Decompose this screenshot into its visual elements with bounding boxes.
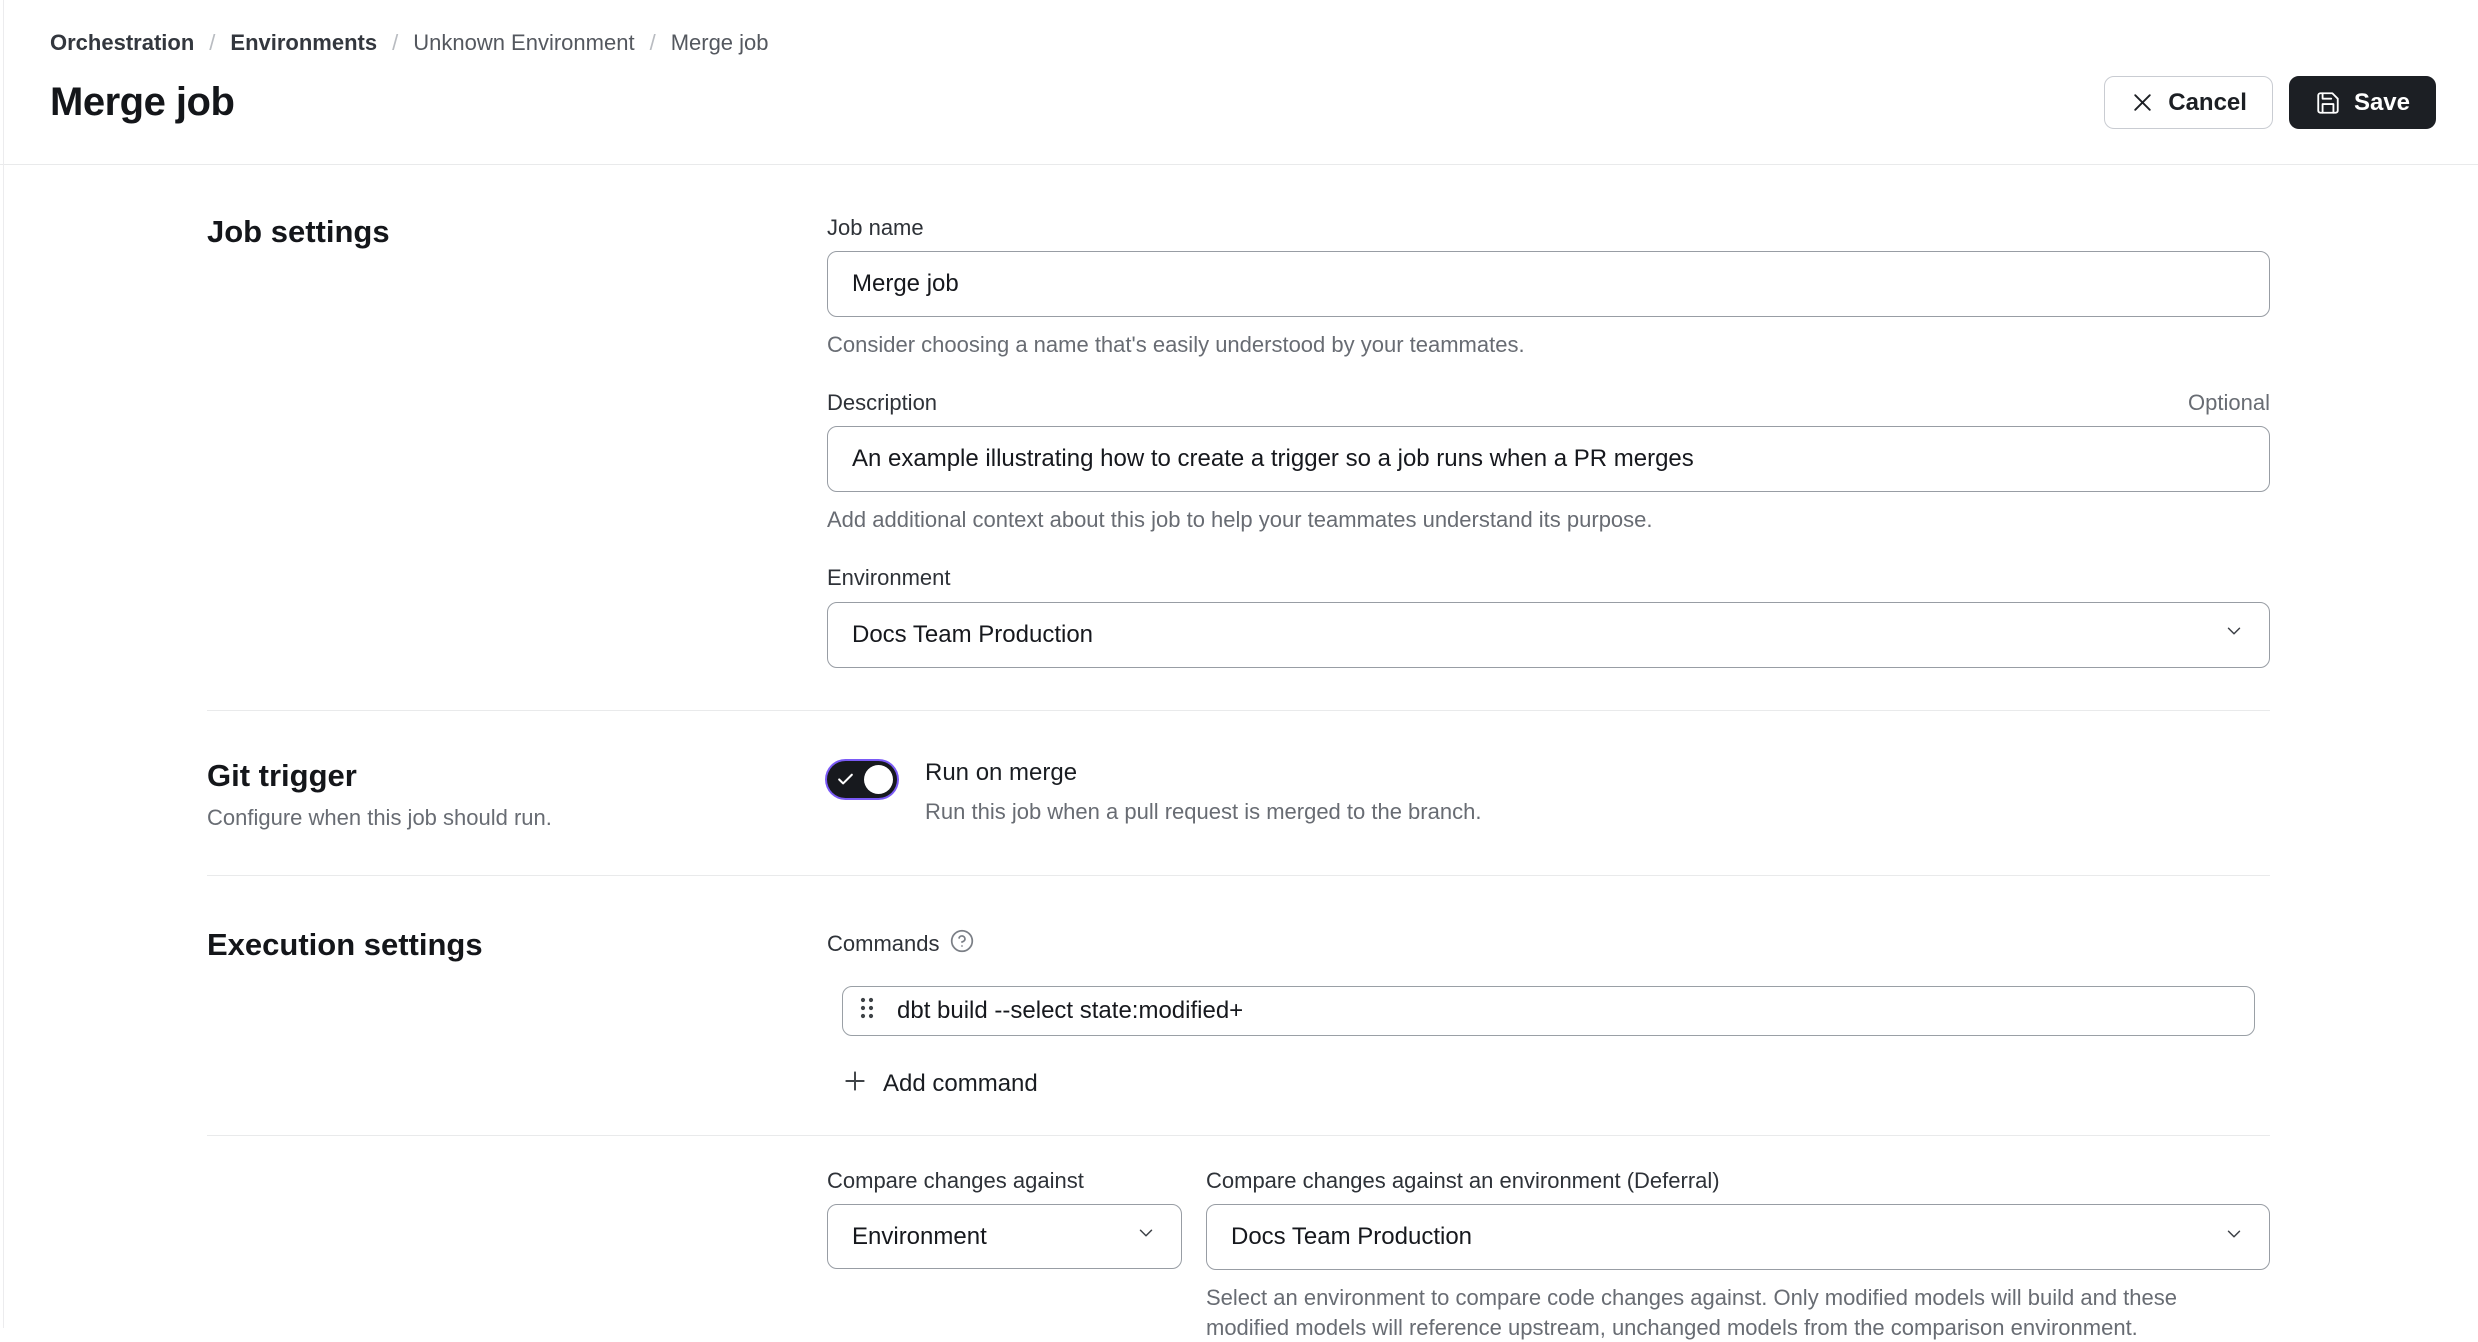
compare-settings-section bbox=[207, 1136, 2270, 1342]
job-name-input[interactable] bbox=[827, 251, 2270, 317]
cancel-button[interactable] bbox=[2104, 76, 2273, 129]
job-name-field-group bbox=[827, 215, 2270, 360]
job-name-help: Consider choosing a name that's easily understood by your teammates. bbox=[827, 332, 1525, 358]
description-label: Description bbox=[827, 390, 938, 416]
environment-select-value: Docs Team Production bbox=[852, 620, 1094, 648]
cancel-button-label: Cancel bbox=[2168, 88, 2247, 116]
circle-question-icon[interactable] bbox=[949, 928, 975, 960]
run-on-merge-label: Run on merge bbox=[925, 758, 1078, 786]
compare-against-label: Compare changes against bbox=[827, 1167, 1084, 1193]
panel-edge-divider bbox=[3, 0, 4, 1328]
chevron-down-icon bbox=[2223, 620, 2245, 649]
page-header bbox=[0, 0, 2478, 165]
breadcrumb-separator: / bbox=[392, 30, 399, 55]
deferral-select-value: Docs Team Production bbox=[1231, 1223, 1473, 1251]
environment-field-group bbox=[827, 565, 2270, 667]
description-optional-badge: Optional bbox=[2188, 390, 2270, 416]
commands-label: Commands bbox=[827, 930, 940, 956]
save-button-label: Save bbox=[2353, 88, 2410, 116]
deferral-label: Compare changes against an environment (Deferral) bbox=[1206, 1167, 1720, 1193]
breadcrumb-item-environments[interactable]: Environments bbox=[230, 30, 378, 55]
add-command-label: Add command bbox=[883, 1070, 1038, 1098]
commands-label-row bbox=[827, 928, 975, 960]
drag-handle-icon[interactable] bbox=[859, 995, 875, 1026]
job-settings-heading: Job settings bbox=[207, 214, 390, 249]
git-trigger-heading: Git trigger bbox=[207, 757, 357, 793]
deferral-environment-select[interactable] bbox=[1206, 1204, 2270, 1270]
chevron-down-icon bbox=[1135, 1222, 1157, 1251]
breadcrumb bbox=[50, 32, 2436, 54]
save-button[interactable] bbox=[2289, 76, 2436, 129]
page-title: Merge job bbox=[50, 80, 235, 124]
run-on-merge-row bbox=[827, 759, 2270, 826]
run-on-merge-description: Run this job when a pull request is merged to the branch. bbox=[925, 799, 1482, 825]
breadcrumb-item-current: Merge job bbox=[670, 30, 769, 55]
command-row[interactable] bbox=[842, 986, 2255, 1036]
run-on-merge-toggle[interactable] bbox=[827, 761, 897, 798]
breadcrumb-item-unknown-environment[interactable]: Unknown Environment bbox=[413, 30, 635, 55]
compare-against-select[interactable] bbox=[827, 1204, 1182, 1269]
deferral-field-group bbox=[1206, 1168, 2270, 1342]
git-trigger-subheading: Configure when this job should run. bbox=[207, 804, 552, 830]
job-name-label: Job name bbox=[827, 215, 924, 240]
breadcrumb-separator: / bbox=[649, 30, 656, 55]
git-trigger-section bbox=[207, 711, 2270, 876]
chevron-down-icon bbox=[2223, 1223, 2245, 1252]
execution-settings-section bbox=[207, 876, 2270, 1136]
description-input[interactable] bbox=[827, 426, 2270, 492]
compare-against-field-group bbox=[827, 1168, 1182, 1342]
breadcrumb-separator: / bbox=[209, 30, 216, 55]
description-help: Add additional context about this job to help your teammates understand its purpose. bbox=[827, 507, 1653, 533]
breadcrumb-item-orchestration[interactable]: Orchestration bbox=[50, 30, 195, 55]
job-settings-section bbox=[207, 165, 2270, 711]
plus-icon bbox=[842, 1068, 868, 1101]
x-icon bbox=[2130, 90, 2155, 115]
add-command-button[interactable] bbox=[842, 1068, 1038, 1101]
toggle-knob bbox=[864, 765, 893, 794]
checkmark-icon bbox=[836, 770, 855, 794]
compare-against-select-value: Environment bbox=[852, 1222, 987, 1250]
execution-settings-heading: Execution settings bbox=[207, 926, 483, 962]
environment-label: Environment bbox=[827, 565, 951, 591]
description-field-group bbox=[827, 390, 2270, 535]
floppy-disk-icon bbox=[2315, 90, 2341, 116]
command-input[interactable]: dbt build --select state:modified+ bbox=[897, 996, 1244, 1024]
environment-select[interactable] bbox=[827, 602, 2270, 668]
deferral-help: Select an environment to compare code changes against. Only modified models will build and these modified models will reference upstream, unchanged models from the comparison environment. bbox=[1206, 1285, 2177, 1340]
